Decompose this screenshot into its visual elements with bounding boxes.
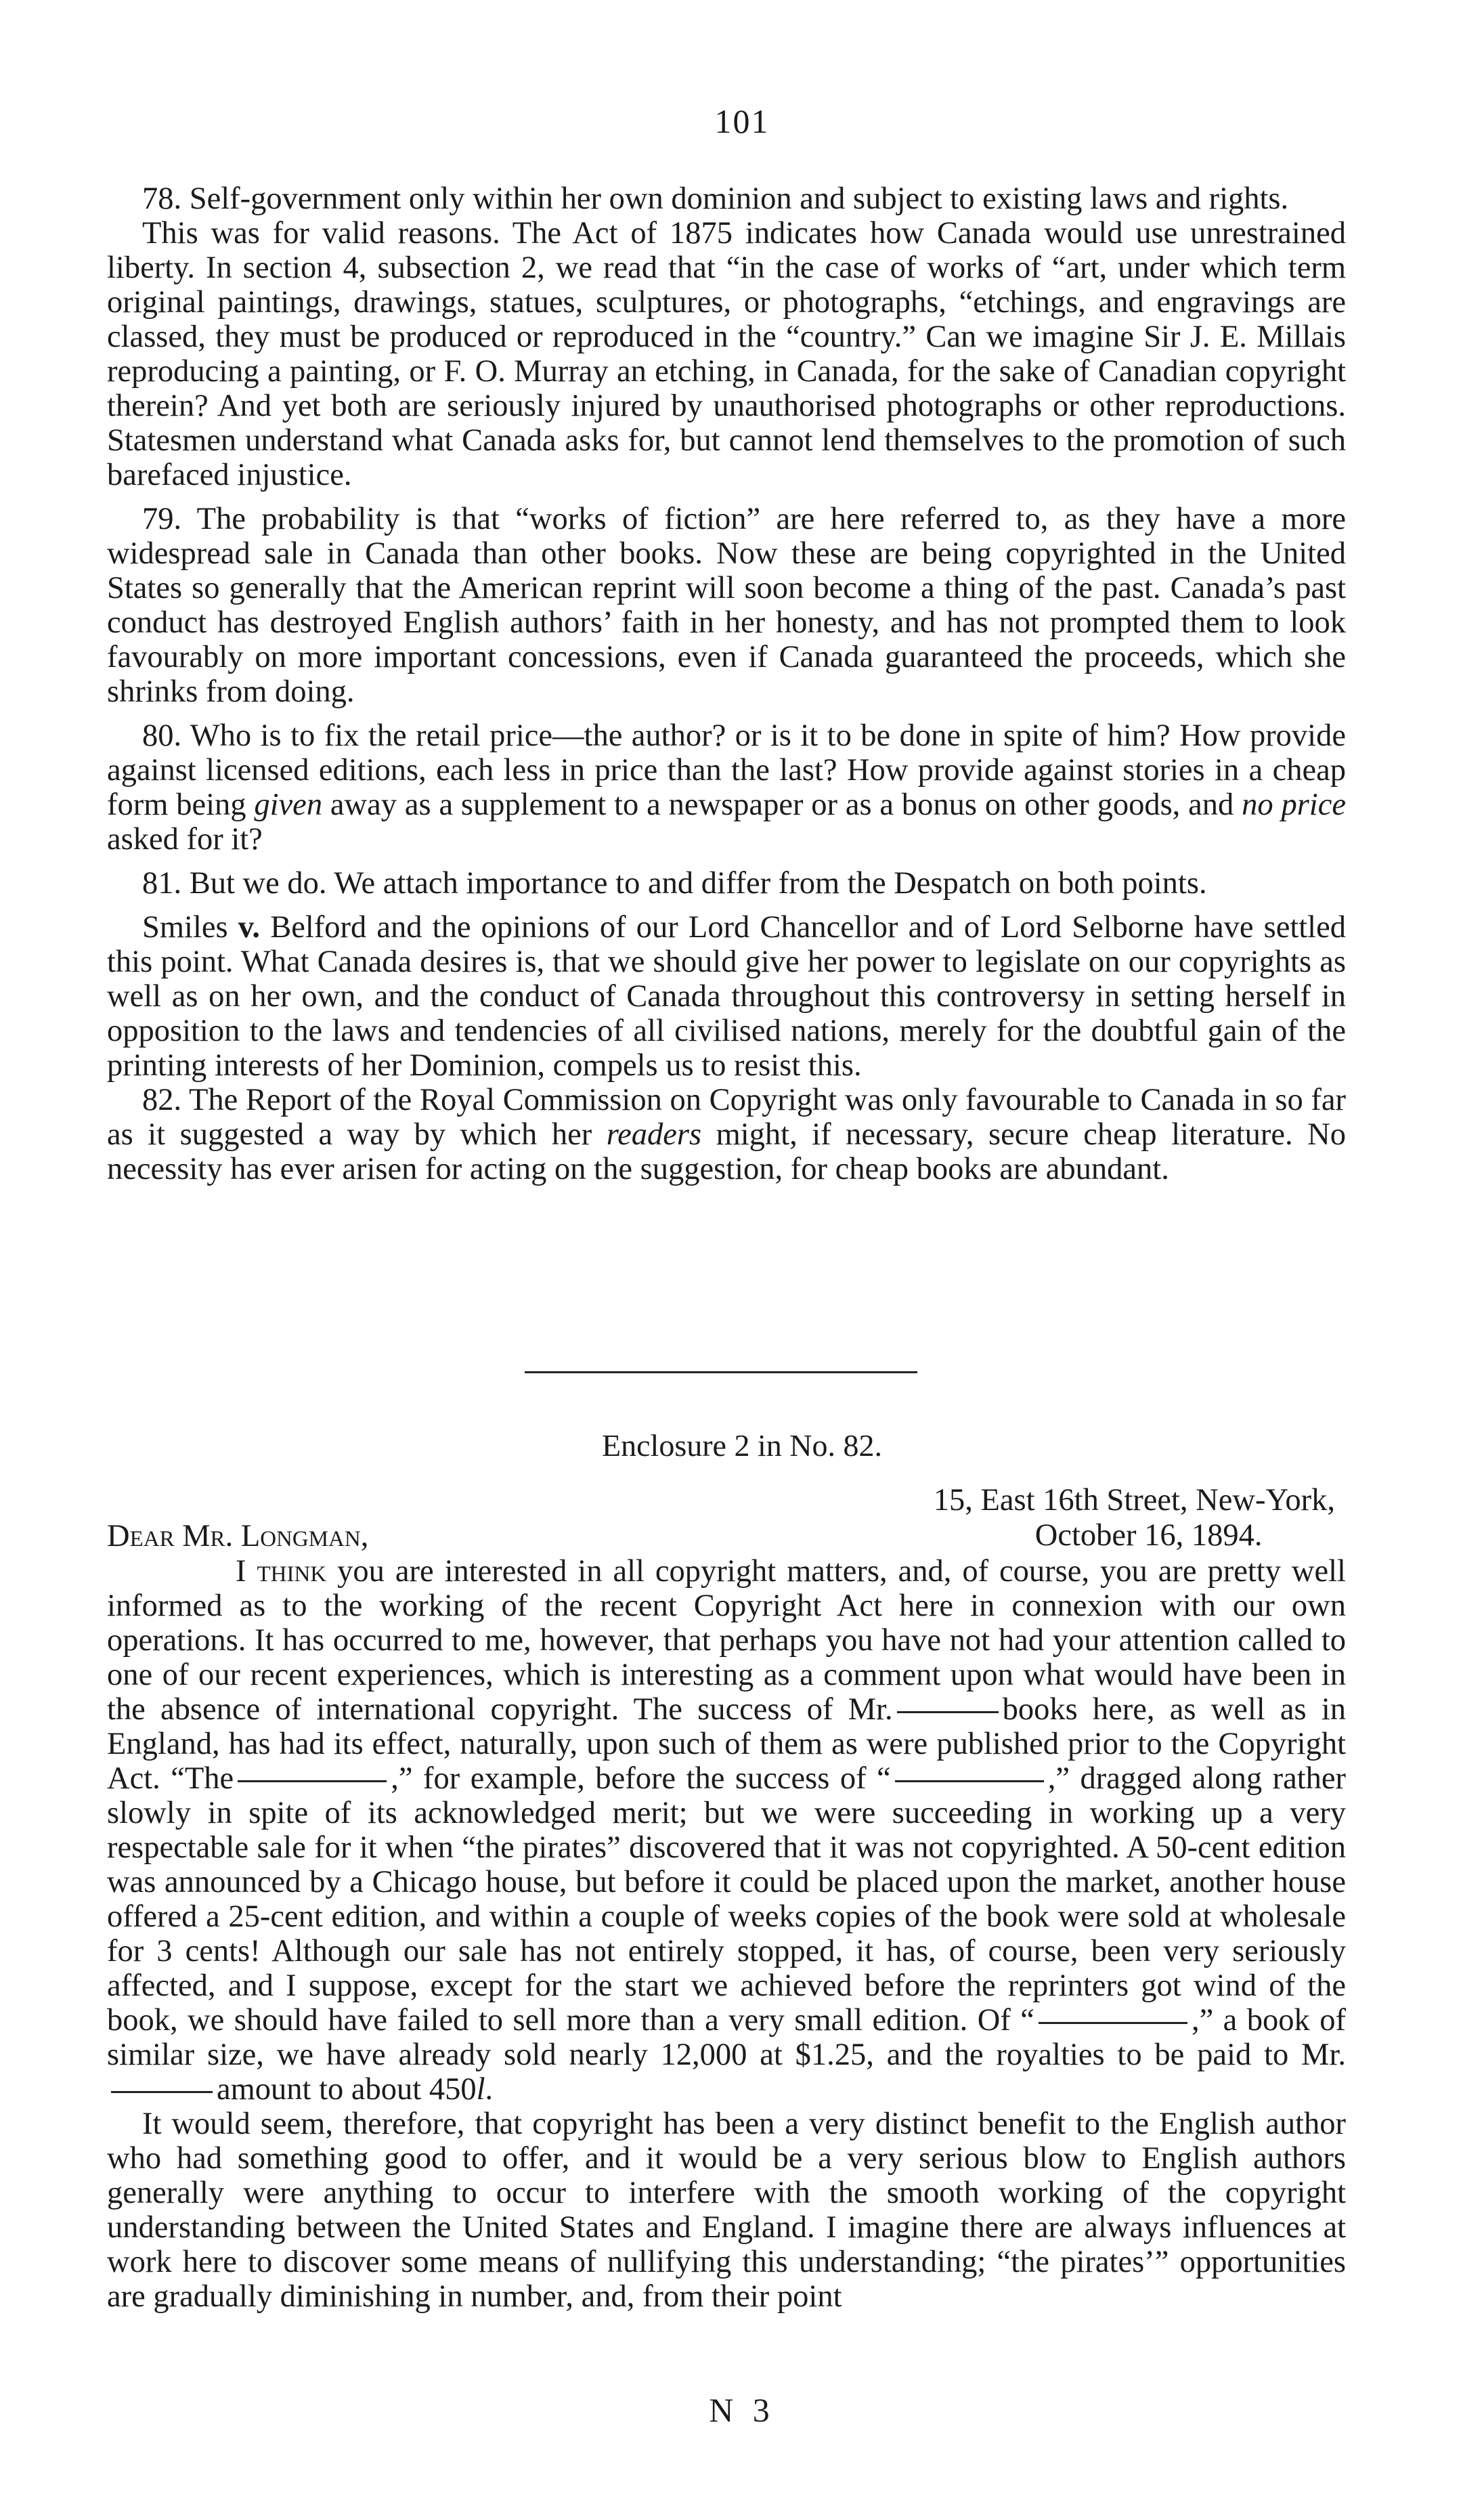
paragraph-78: 78. Self-government only within her own dominion and subject to existing laws and rights. (142, 181, 1289, 216)
paragraph-78-body: This was for valid reasons. The Act of 1875 indicates how Canada would use unrestrained liberty. In section 4, subsection 2, we read that “in the case of works of “art, under which term original paintings, drawings, statues, sculptures, or photographs, “etchings, and engravings are classed, they must be produced or reproduced in the “country.” Can we imagine Sir J. E. Millais reproducing a painting, or F. O. Murray an etching, in Canada, for the sake of Canadian copyright therein? And yet both are seriously injured by unauthorised photographs or other reproductions. Statesmen understand what Canada asks for, but cannot lend themselves to the promotion of such barefaced injustice. (107, 216, 1346, 492)
letter-date: October 16, 1894. (1034, 1518, 1263, 1553)
blank-dash (111, 2091, 213, 2093)
blank-dash (895, 1780, 1044, 1782)
pound-sign-l: l (476, 2072, 485, 2107)
letter-paragraph-1 (107, 1554, 1346, 2107)
blank-dash (897, 1711, 999, 1713)
letter-address-block (934, 1483, 1335, 1553)
p82-text-1: 82. The Report of the Royal Commission on Copyright was only favourable to Canada in so far as it suggested a way by which her (107, 1083, 1346, 1152)
paragraph-82 (107, 1083, 1346, 1186)
letter-p1-text-e: ,” dragged along rather slowly in spite of its acknowledged merit; but we were succeeding in working up a very respectable sale for it when “the pirates” discovered that it was not copyrighted. A 50-cent edition was announced by a Chicago house, but before it could be placed upon the market, another house offered a 25-cent edition, and within a couple of weeks copies of the book were sold at wholesale for 3 cents! Although our sale has not entirely stopped, it has, of course, been very seriously affected, and I suppose, except for the start we achieved before the reprinters got wind of the book, we should have failed to sell more than a very small edition. Of “ (107, 1761, 1346, 2038)
letter-address: 15, East 16th Street, New-York, (933, 1483, 1335, 1517)
p80-text-2: away as a supplement to a newspaper or as a bonus on other goods, and (322, 788, 1242, 822)
p81b-text-1: Smiles (142, 910, 238, 945)
letter-p1-text-d: ,” for example, before the success of “ (391, 1761, 891, 1796)
p80-italic-no-price: no price (1242, 788, 1346, 822)
letter-p1-text-i: . (485, 2072, 494, 2107)
enclosure-title: Enclosure 2 in No. 82. (602, 1428, 882, 1463)
p80-text-3: asked for it? (107, 822, 263, 857)
paragraph-81: 81. But we do. We attach importance to and differ from the Despatch on both points. (142, 866, 1207, 901)
blank-dash (238, 1780, 387, 1782)
paragraph-80 (107, 718, 1346, 857)
letter-p1-text-c: books here, as well as in England, has had its effect, naturally, upon such of them as were published prior to the Copyright Act. “The (107, 1692, 1347, 1796)
paragraph-79: 79. The probability is that “works of fiction” are here referred to, as they have a more widespread sale in Canada than other books. Now these are being copyrighted in the United States so generally that the American reprint will soon become a thing of the past. Canada’s past conduct has destroyed English authors’ faith in her honesty, and has not prompted them to look favourably on more important concessions, even if Canada guaranteed the proceeds, which she shrinks from doing. (107, 502, 1346, 709)
section-divider (525, 1371, 917, 1373)
p82-italic-readers: readers (606, 1117, 702, 1152)
letter-paragraph-2: It would seem, therefore, that copyright has been a very distinct benefit to the English author who had something good to offer, and it would be a very serious blow to English authors generally were anything to occur to interfere with the smooth working of the copyright understanding between the United States and England. I imagine there are always influences at work here to discover some means of nullifying this understanding; “the pirates’” opportunities are gradually diminishing in number, and, from their point (107, 2107, 1346, 2314)
upper-text-column (107, 181, 1346, 1186)
letter-salutation: Dear Mr. Longman, (107, 1519, 369, 1553)
letter-opening-words: I think (236, 1554, 327, 1589)
p81b-bold-v: v. (238, 910, 261, 945)
letter-body (107, 1554, 1346, 2314)
printer-signature-mark: N 3 (709, 2391, 775, 2429)
letter-p1-text-f: ,” a book of similar size, we have already sold nearly 12,000 at $1.25, and the royalties to be paid to Mr. (107, 2003, 1346, 2072)
page-number: 101 (714, 102, 770, 140)
p80-italic-given: given (254, 788, 323, 822)
blank-dash (1039, 2022, 1187, 2024)
letter-p1-text-g: amount to about 450 (217, 2072, 477, 2107)
letter-p1-text-b: you are interested in all copyright matters, and, of course, you are pretty well informed as to the working of the recent Copyright Act here in connexion with our own operations. It has occurred to me, however, that perhaps you have not had your attention called to one of our recent experiences, which is interesting as a comment upon what would have been in the absence of international copyright. The success of Mr. (107, 1554, 1346, 1727)
p82-text-2: might, if necessary, secure cheap literature. No necessity has ever arisen for acting on the suggestion, for cheap books are abundant. (107, 1117, 1346, 1186)
paragraph-81-body (107, 910, 1346, 1083)
p81b-text-2: Belford and the opinions of our Lord Chancellor and of Lord Selborne have settled this point. What Canada desires is, that we should give her power to legislate on our copyrights as well as on her own, and the conduct of Canada throughout this controversy in setting herself in opposition to the laws and tendencies of all civilised nations, merely for the doubtful gain of the printing interests of her Dominion, compels us to resist this. (107, 910, 1346, 1083)
p80-text-1: 80. Who is to fix the retail price—the author? or is it to be done in spite of him? How provide against licensed editions, each less in price than the last? How provide against stories in a cheap form being (107, 718, 1346, 822)
